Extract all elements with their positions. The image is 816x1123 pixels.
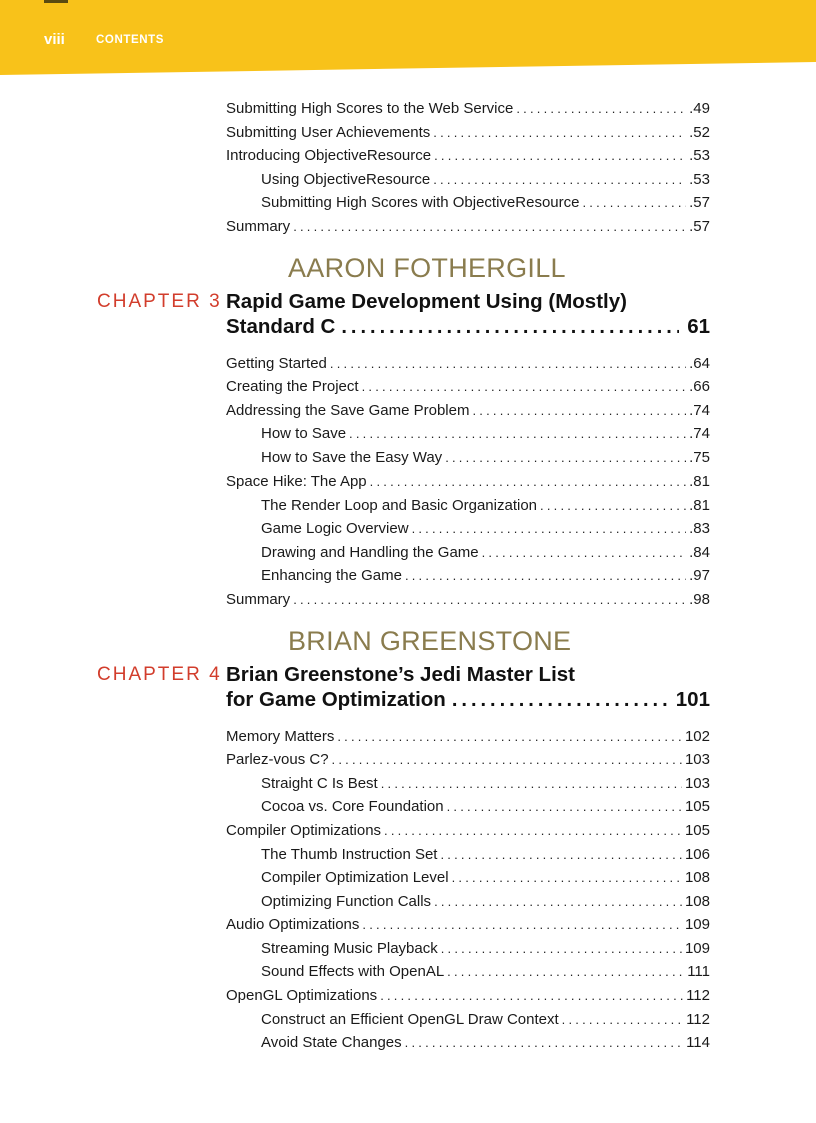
toc-entry[interactable] [226, 750, 710, 770]
leader-dots [381, 774, 682, 794]
toc-entry-page: .53 [689, 147, 710, 164]
leader-dots [405, 1033, 683, 1053]
toc-entry-title: Drawing and Handling the Game [261, 544, 479, 561]
chapter-3-title-line1[interactable]: Rapid Game Development Using (Mostly) [226, 290, 627, 313]
toc-entry[interactable] [226, 354, 710, 374]
toc-entry-page: 112 [686, 1011, 710, 1028]
toc-entry-page: 103 [684, 751, 710, 768]
leader-dots [441, 939, 682, 959]
toc-entry-page: 105 [684, 822, 710, 839]
toc-entry-page: 108 [684, 893, 710, 910]
toc-entry-title: Summary [226, 218, 291, 235]
toc-entry-page: .97 [689, 567, 710, 584]
toc-entry[interactable] [226, 123, 710, 143]
toc-subentry[interactable] [261, 496, 710, 516]
leader-dots [337, 727, 682, 747]
toc-subentry[interactable] [261, 448, 710, 468]
toc-entry-title: Creating the Project [226, 378, 359, 395]
toc-entry-page: .53 [689, 171, 710, 188]
toc-subentry[interactable] [261, 962, 710, 982]
toc-entry-title: Introducing ObjectiveResource [226, 147, 432, 164]
leader-dots [540, 496, 686, 516]
toc-entry-title: Streaming Music Playback [261, 940, 438, 957]
chapter-3-title-text: Standard C [226, 315, 336, 338]
toc-entry-title: Submitting High Scores with ObjectiveResource [261, 194, 580, 211]
toc-entry[interactable] [226, 377, 710, 397]
toc-subentry[interactable] [261, 845, 710, 865]
toc-entry-title: Optimizing Function Calls [261, 893, 432, 910]
toc-entry[interactable] [226, 986, 710, 1006]
leader-dots [447, 962, 684, 982]
toc-entry-page: 106 [684, 846, 710, 863]
toc-entry-title: Construct an Efficient OpenGL Draw Context [261, 1011, 559, 1028]
chapter-4-title-line1[interactable]: Brian Greenstone’s Jedi Master List [226, 663, 575, 686]
toc-entry-page: .75 [689, 449, 710, 466]
toc-entry-title: Using ObjectiveResource [261, 171, 431, 188]
toc-subentry[interactable] [261, 170, 710, 190]
toc-entry-page: 105 [684, 798, 710, 815]
leader-dots [562, 1010, 683, 1030]
leader-dots [384, 821, 682, 841]
toc-entry-title: Submitting User Achievements [226, 124, 431, 141]
toc-subentry[interactable] [261, 519, 710, 539]
toc-entry-title: Cocoa vs. Core Foundation [261, 798, 444, 815]
chapter-4-title-line2[interactable] [226, 687, 710, 713]
leader-dots [452, 687, 668, 713]
leader-dots [434, 146, 686, 166]
leader-dots [412, 519, 687, 539]
leader-dots [472, 401, 686, 421]
toc-entry-page: .64 [689, 355, 710, 372]
toc-entry-title: How to Save the Easy Way [261, 449, 443, 466]
leader-dots [341, 314, 679, 340]
toc-entry[interactable] [226, 590, 710, 610]
leader-dots [380, 986, 683, 1006]
toc-entry-page: .84 [689, 544, 710, 561]
toc-entry-title: The Thumb Instruction Set [261, 846, 438, 863]
toc-entry-page: .74 [689, 402, 710, 419]
leader-dots [362, 915, 682, 935]
toc-entry-title: Memory Matters [226, 728, 335, 745]
toc-subentry[interactable] [261, 939, 710, 959]
leader-dots [332, 750, 682, 770]
toc-entry-page: 111 [687, 963, 710, 980]
toc-entry[interactable] [226, 217, 710, 237]
toc-entry-title: Audio Optimizations [226, 916, 360, 933]
toc-entry-page: .83 [689, 520, 710, 537]
toc-entry-page: 112 [686, 987, 710, 1004]
chapter-3-label: CHAPTER 3 [97, 291, 222, 312]
toc-entry-title: Submitting High Scores to the Web Service [226, 100, 514, 117]
leader-dots [362, 377, 687, 397]
leader-dots [516, 99, 686, 119]
header-band [0, 0, 816, 80]
toc-entry-page: 109 [684, 916, 710, 933]
page-number: viii [44, 31, 65, 48]
toc-entry-page: .74 [689, 425, 710, 442]
leader-dots [447, 797, 682, 817]
chapter-3-author: AARON FOTHERGILL [288, 253, 566, 283]
chapter-4-title-text: for Game Optimization [226, 688, 446, 711]
toc-subentry[interactable] [261, 193, 710, 213]
toc-entry-page: 102 [684, 728, 710, 745]
toc-subentry[interactable] [261, 1010, 710, 1030]
toc-subentry[interactable] [261, 543, 710, 563]
toc-entry-page: .81 [689, 473, 710, 490]
toc-entry-page: .57 [689, 194, 710, 211]
toc-entry-page: 114 [686, 1034, 710, 1051]
toc-entry-page: .81 [689, 497, 710, 514]
toc-entry-title: Parlez-vous C? [226, 751, 329, 768]
toc-entry-title: Sound Effects with OpenAL [261, 963, 445, 980]
chapter-3-page: 61 [687, 315, 710, 338]
leader-dots [434, 892, 682, 912]
leader-dots [349, 424, 686, 444]
leader-dots [433, 123, 686, 143]
toc-entry-page: 108 [684, 869, 710, 886]
toc-subentry[interactable] [261, 774, 710, 794]
toc-entry-page: .66 [689, 378, 710, 395]
toc-entry[interactable] [226, 727, 710, 747]
toc-entry[interactable] [226, 99, 710, 119]
toc-entry-page: .98 [689, 591, 710, 608]
toc-entry[interactable] [226, 401, 710, 421]
toc-entry-page: .57 [689, 218, 710, 235]
leader-dots [445, 448, 686, 468]
leader-dots [440, 845, 681, 865]
toc-entry-title: The Render Loop and Basic Organization [261, 497, 538, 514]
toc-subentry[interactable] [261, 892, 710, 912]
toc-entry[interactable] [226, 146, 710, 166]
toc-subentry[interactable] [261, 566, 710, 586]
leader-dots [293, 217, 686, 237]
toc-entry-page: 109 [684, 940, 710, 957]
toc-subentry[interactable] [261, 868, 710, 888]
toc-entry-title: OpenGL Optimizations [226, 987, 378, 1004]
chapter-4-page: 101 [675, 688, 710, 711]
toc-entry-title: Avoid State Changes [261, 1034, 402, 1051]
toc-entry-title: Compiler Optimization Level [261, 869, 449, 886]
toc-entry-title: Game Logic Overview [261, 520, 409, 537]
toc-entry-page: .49 [689, 100, 710, 117]
toc-entry[interactable] [226, 472, 710, 492]
toc-entry-title: Addressing the Save Game Problem [226, 402, 470, 419]
toc-entry-title: Summary [226, 591, 291, 608]
toc-entry[interactable] [226, 915, 710, 935]
leader-dots [370, 472, 686, 492]
chapter-4-label: CHAPTER 4 [97, 664, 222, 685]
toc-entry-page: .52 [689, 124, 710, 141]
section-title: CONTENTS [96, 34, 165, 46]
leader-dots [330, 354, 686, 374]
toc-entry-title: Getting Started [226, 355, 327, 372]
leader-dots [433, 170, 686, 190]
toc-entry-title: How to Save [261, 425, 347, 442]
leader-dots [452, 868, 682, 888]
page-number-rule [44, 0, 68, 3]
toc-entry-title: Straight C Is Best [261, 775, 378, 792]
leader-dots [293, 590, 686, 610]
toc-entry-title: Space Hike: The App [226, 473, 367, 490]
toc-subentry[interactable] [261, 1033, 710, 1053]
toc-subentry[interactable] [261, 424, 710, 444]
chapter-3-title-line2[interactable] [226, 314, 710, 340]
toc-subentry[interactable] [261, 797, 710, 817]
toc-entry[interactable] [226, 821, 710, 841]
toc-entry-title: Enhancing the Game [261, 567, 402, 584]
toc-entry-page: 103 [684, 775, 710, 792]
chapter-4-author: BRIAN GREENSTONE [288, 626, 572, 656]
leader-dots [405, 566, 686, 586]
leader-dots [482, 543, 687, 563]
leader-dots [582, 193, 686, 213]
toc-entry-title: Compiler Optimizations [226, 822, 382, 839]
